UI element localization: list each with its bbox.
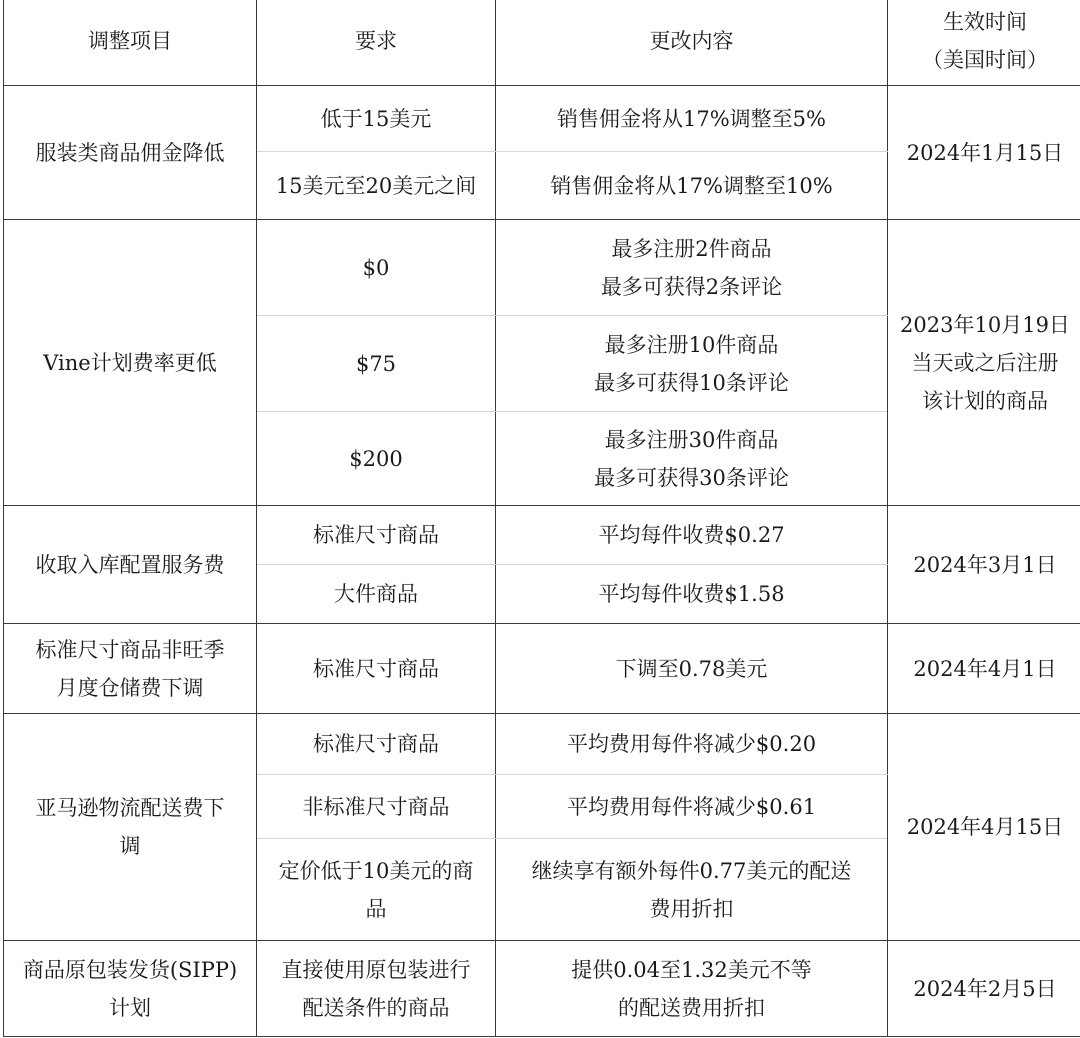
table-row [4, 624, 1080, 714]
table-row [4, 506, 1080, 565]
item-cell: Vine计划费率更低 [4, 220, 257, 506]
header-item: 调整项目 [4, 0, 257, 86]
requirement-cell: 大件商品 [257, 565, 496, 624]
requirement-cell: 标准尺寸商品 [257, 714, 496, 775]
item-cell: 服装类商品佣金降低 [4, 86, 257, 220]
change-cell: 平均费用每件将减少$0.20 [496, 714, 888, 775]
policy-changes-table [3, 0, 1080, 1037]
table-row [4, 941, 1080, 1037]
header-requirement: 要求 [257, 0, 496, 86]
table-header-row [4, 0, 1080, 86]
effective-date-cell: 2024年2月5日 [888, 941, 1080, 1037]
table-row [4, 714, 1080, 775]
table-row [4, 86, 1080, 152]
change-cell: 平均费用每件将减少$0.61 [496, 775, 888, 839]
requirement-cell: 标准尺寸商品 [257, 506, 496, 565]
item-cell: 标准尺寸商品非旺季 月度仓储费下调 [4, 624, 257, 714]
change-cell: 提供0.04至1.32美元不等 的配送费用折扣 [496, 941, 888, 1037]
requirement-cell: 15美元至20美元之间 [257, 152, 496, 220]
header-effective-date: 生效时间 （美国时间） [888, 0, 1080, 86]
effective-date-cell: 2024年3月1日 [888, 506, 1080, 624]
effective-date-cell: 2023年10月19日 当天或之后注册 该计划的商品 [888, 220, 1080, 506]
requirement-cell: $0 [257, 220, 496, 316]
requirement-cell: 直接使用原包装进行 配送条件的商品 [257, 941, 496, 1037]
item-cell: 商品原包装发货(SIPP) 计划 [4, 941, 257, 1037]
change-cell: 最多注册30件商品 最多可获得30条评论 [496, 412, 888, 506]
effective-date-cell: 2024年4月15日 [888, 714, 1080, 941]
change-cell: 下调至0.78美元 [496, 624, 888, 714]
effective-date-cell: 2024年1月15日 [888, 86, 1080, 220]
requirement-cell: 低于15美元 [257, 86, 496, 152]
item-cell: 收取入库配置服务费 [4, 506, 257, 624]
change-cell: 最多注册2件商品 最多可获得2条评论 [496, 220, 888, 316]
change-cell: 平均每件收费$1.58 [496, 565, 888, 624]
requirement-cell: 定价低于10美元的商 品 [257, 839, 496, 941]
requirement-cell: 标准尺寸商品 [257, 624, 496, 714]
requirement-cell: $75 [257, 316, 496, 412]
change-cell: 最多注册10件商品 最多可获得10条评论 [496, 316, 888, 412]
change-cell: 销售佣金将从17%调整至5% [496, 86, 888, 152]
change-cell: 销售佣金将从17%调整至10% [496, 152, 888, 220]
requirement-cell: $200 [257, 412, 496, 506]
item-cell: 亚马逊物流配送费下 调 [4, 714, 257, 941]
change-cell: 平均每件收费$0.27 [496, 506, 888, 565]
change-cell: 继续享有额外每件0.77美元的配送 费用折扣 [496, 839, 888, 941]
table-row [4, 220, 1080, 316]
effective-date-cell: 2024年4月1日 [888, 624, 1080, 714]
requirement-cell: 非标准尺寸商品 [257, 775, 496, 839]
header-change: 更改内容 [496, 0, 888, 86]
